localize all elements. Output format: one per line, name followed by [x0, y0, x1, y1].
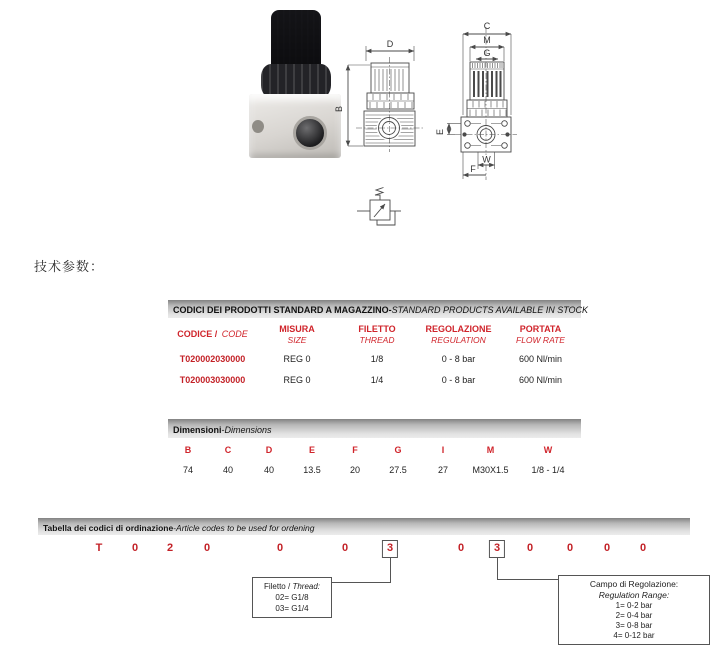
dim-header: E	[308, 445, 315, 455]
thread-callout-title: Filetto / Thread:	[263, 582, 321, 591]
dim-label-m: M	[483, 35, 491, 45]
code-char-8: 0	[457, 542, 465, 554]
dim-d-line	[366, 39, 414, 61]
photo-knob	[271, 10, 321, 70]
cell-regulation: 0 - 8 bar	[441, 354, 476, 364]
photo-locking-ring	[261, 64, 331, 98]
code-char-12: 0	[603, 542, 611, 554]
code-char-13: 0	[639, 542, 647, 554]
dim-value: 13.5	[303, 465, 321, 475]
stock-codes-table	[168, 300, 589, 385]
dim-value: 40	[263, 465, 274, 475]
photo-front-port	[293, 116, 327, 150]
stock-title-italian: CODICI DEI PRODOTTI STANDARD A MAGAZZINO-	[173, 305, 392, 315]
dim-value: 1/8 - 1/4	[531, 465, 565, 475]
dim-header: M	[486, 445, 495, 455]
column-header-regulation: REGOLAZIONE REGULATION	[425, 324, 492, 345]
dim-value: M30X1.5	[472, 465, 509, 475]
section-label-technical-parameters: 技术参数：	[34, 259, 105, 274]
regulation-option: 1= 0-2 bar	[615, 601, 653, 610]
code-char-11: 0	[566, 542, 574, 554]
dimensions-value-row	[168, 465, 581, 475]
dim-label-c: C	[483, 21, 491, 31]
dim-header: W	[543, 445, 553, 455]
ordering-title-italian: Tabella dei codici di ordinazione	[43, 522, 174, 533]
regulation-callout-connector	[497, 558, 559, 580]
dimensions-title-english: Dimensions	[224, 424, 272, 435]
dim-header: C	[224, 445, 232, 455]
table-row	[168, 354, 581, 364]
dim-label-d: D	[386, 39, 394, 49]
dim-header: F	[352, 445, 358, 455]
thread-callout-connector	[332, 558, 391, 583]
dimensions-header-row	[168, 445, 581, 455]
cell-flow: 600 Nl/min	[518, 354, 563, 364]
ordering-title-bar	[38, 518, 690, 535]
thread-option: 02= G1/8	[275, 593, 309, 602]
dimensions-table	[168, 419, 581, 475]
column-header-thread: FILETTO THREAD	[358, 324, 396, 345]
dimensions-title-separator: -	[221, 424, 225, 435]
regulation-callout-title-english: Regulation Range:	[598, 590, 670, 600]
stock-table-title-bar	[168, 300, 589, 318]
cell-code: T020002030000	[179, 354, 246, 364]
regulation-option: 4= 0-12 bar	[613, 631, 655, 640]
side-view-drawing	[435, 12, 558, 190]
code-char-9-regulation-digit: 3	[489, 540, 505, 558]
dim-header: D	[265, 445, 273, 455]
dim-label-b: B	[334, 105, 344, 113]
code-char-2: 0	[131, 542, 139, 554]
cell-thread: 1/8	[370, 354, 384, 364]
front-view-drawing	[332, 36, 444, 160]
dim-value: 20	[349, 465, 360, 475]
cell-regulation: 0 - 8 bar	[441, 375, 476, 385]
cell-thread: 1/4	[370, 375, 384, 385]
dim-label-g: G	[483, 48, 491, 58]
dim-e-line	[435, 124, 461, 136]
ordering-title-separator: -	[173, 522, 177, 533]
dim-label-e: E	[435, 128, 445, 136]
dim-value: 74	[182, 465, 193, 475]
photo-side-port	[252, 120, 264, 133]
code-char-1: T	[95, 542, 103, 554]
dim-label-f: F	[470, 164, 476, 174]
regulation-callout-box	[558, 575, 710, 645]
pneumatic-regulator-symbol	[354, 183, 404, 229]
dim-header: G	[394, 445, 402, 455]
column-header-code: CODICE / CODE	[177, 329, 248, 339]
dim-g-line	[476, 48, 498, 59]
ordering-code-section	[38, 518, 690, 654]
stock-title-english: STANDARD PRODUCTS AVAILABLE IN STOCK	[391, 305, 589, 315]
column-header-flow-rate: PORTATA FLOW RATE	[516, 324, 565, 345]
code-char-3: 2	[166, 542, 174, 554]
regulation-option: 2= 0-4 bar	[615, 611, 653, 620]
regulation-callout-title-italian: Campo di Regolazione:	[589, 579, 679, 589]
code-char-7-thread-digit: 3	[382, 540, 398, 558]
ordering-title-english: Article codes to be used for ordening	[176, 522, 315, 533]
stock-table-header-row	[168, 324, 581, 345]
dim-b-line	[334, 65, 370, 146]
table-row	[168, 375, 581, 385]
regulation-option: 3= 0-8 bar	[615, 621, 653, 630]
cell-size: REG 0	[283, 354, 311, 364]
product-photo	[247, 6, 342, 162]
dimensions-title-bar	[168, 419, 581, 438]
cell-size: REG 0	[283, 375, 311, 385]
thread-callout-box	[252, 577, 332, 618]
code-char-6: 0	[341, 542, 349, 554]
dim-value: 40	[222, 465, 233, 475]
dim-label-w: W	[482, 154, 491, 165]
dim-header: I	[441, 445, 445, 455]
dimensions-title-italian: Dimensioni	[173, 424, 222, 435]
dim-value: 27	[437, 465, 448, 475]
code-char-5: 0	[276, 542, 284, 554]
column-header-size: MISURA SIZE	[279, 324, 315, 345]
cell-code: T020003030000	[179, 375, 246, 385]
code-char-10: 0	[526, 542, 534, 554]
dim-value: 27.5	[389, 465, 407, 475]
thread-option: 03= G1/4	[275, 604, 309, 613]
cell-flow: 600 Nl/min	[518, 375, 563, 385]
dim-header: B	[184, 445, 192, 455]
code-char-4: 0	[203, 542, 211, 554]
